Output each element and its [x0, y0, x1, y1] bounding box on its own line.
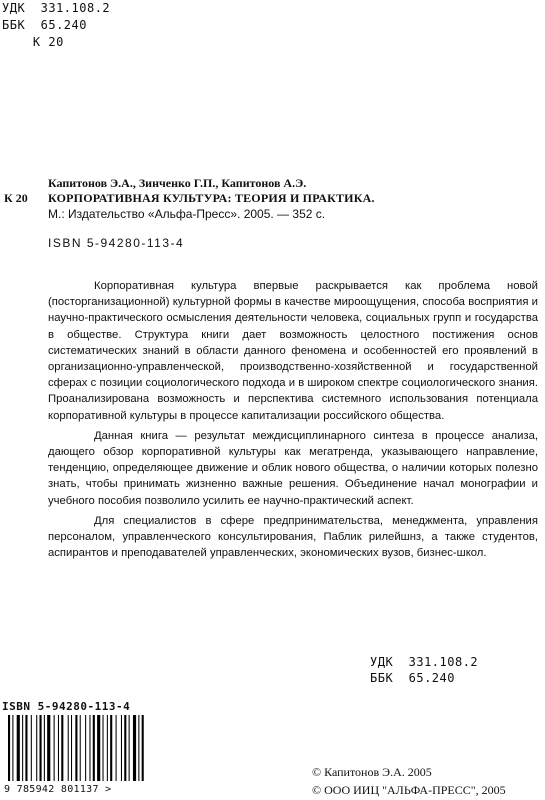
classification-bottom	[370, 654, 478, 686]
copyright-line: © ООО ИИЦ "АЛЬФА-ПРЕСС", 2005	[312, 783, 506, 797]
isbn-barcode	[2, 700, 152, 798]
barcode-icon	[8, 715, 144, 785]
abstract-paragraph: Для специалистов в сфере предпринимательства, менеджмента, управления персоналом, управленческого консультирования, Паблик рилейшнз, а также студентов, аспирантов и преподавателей управленческих, экономических вузов, бизнес-школ.	[48, 514, 538, 560]
udk-code: УДК 331.108.2	[2, 1, 111, 15]
book-title: КОРПОРАТИВНАЯ КУЛЬТУРА: ТЕОРИЯ И ПРАКТИКА.	[48, 191, 375, 205]
bbk-code: ББК 65.240	[370, 671, 455, 685]
author-mark: К 20	[2, 35, 64, 49]
copyright-line: © Капитонов Э.А. 2005	[312, 765, 432, 779]
barcode-isbn-label: ISBN 5-94280-113-4	[2, 700, 131, 713]
authors-line: Капитонов Э.А., Зинченко Г.П., Капитонов А.Э.	[48, 176, 307, 190]
copyright-block	[312, 763, 506, 799]
bbk-code: ББК 65.240	[2, 18, 87, 32]
author-mark-code: К 20	[4, 191, 28, 205]
abstract-paragraph: Данная книга — результат междисциплинарного синтеза в процессе анализа, дающего обзор корпоративной культуры как мегатренда, указывающего направление, тенденцию, определяющее движение и облик нового общества, о наличии которых полезно знать, чтобы принимать жизненно важные решения. Объединение начал монографии и учебного пособия позволило усилить ее научно-практический аспект.	[48, 429, 538, 507]
isbn-line: ISBN 5-94280-113-4	[48, 236, 185, 250]
barcode-number: 9 785942 801137 >	[4, 784, 112, 795]
classification-top	[2, 0, 110, 51]
publisher-line: М.: Издательство «Альфа-Пресс». 2005. — 352 с.	[48, 207, 326, 221]
udk-code: УДК 331.108.2	[370, 655, 479, 669]
abstract-paragraph: Корпоративная культура впервые раскрывается как проблема новой (посторганизационной) культурной формы в качестве мироощущения, способа восприятия и научно-практического осмысления деятельности человека, социальных групп и государства в обществе. Структура книги дает возможность целостного постижения основ систематических знаний в области данного феномена и особенностей его проявлений в организационно-управленческой, производственно-хозяйственной и государственной сферах с позиции социологического подхода и в широком спектре социологического знания. Проанализирована возможность и перспектива системного использования потенциала корпоративной культуры в процессе капитализации российского общества.	[48, 280, 538, 422]
abstract	[48, 278, 538, 565]
